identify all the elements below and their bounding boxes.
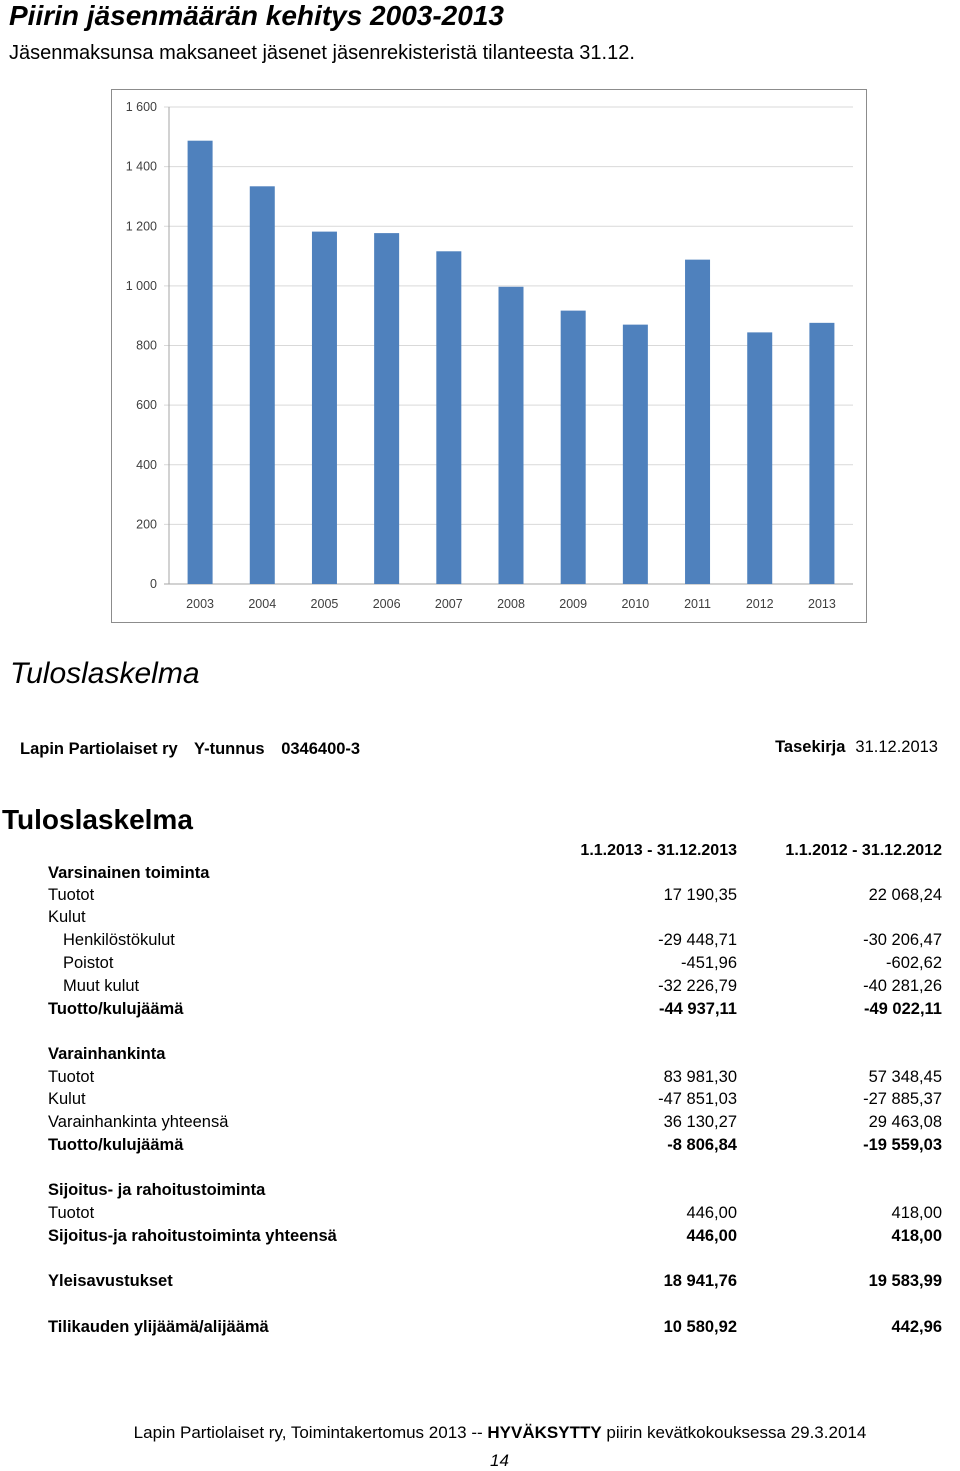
row-label: Yleisavustukset xyxy=(48,1272,173,1290)
value-2012: -30 206,47 xyxy=(863,931,942,949)
value-2012: 19 583,99 xyxy=(868,1272,942,1290)
table-row xyxy=(0,1090,960,1112)
table-row xyxy=(0,1045,960,1067)
value-2013: 36 130,27 xyxy=(663,1113,737,1131)
row-label: Sijoitus- ja rahoitustoiminta xyxy=(48,1181,266,1199)
bar-2007 xyxy=(436,251,461,584)
bar-2005 xyxy=(312,232,337,584)
statement-header-right xyxy=(775,738,938,757)
x-tick-label: 2009 xyxy=(559,597,588,611)
x-tick-label: 2007 xyxy=(434,597,463,611)
table-row xyxy=(0,1181,960,1203)
value-2012: -27 885,37 xyxy=(863,1090,942,1108)
bar-2004 xyxy=(250,186,275,584)
book-date: 31.12.2013 xyxy=(855,738,938,756)
page-number: 14 xyxy=(490,1451,509,1470)
footer-status: HYVÄKSYTTY xyxy=(487,1423,602,1442)
table-row xyxy=(0,1272,960,1294)
bar-2010 xyxy=(623,325,648,584)
value-2012: -19 559,03 xyxy=(863,1136,942,1154)
y-tick-label: 200 xyxy=(136,517,157,532)
page-subtitle: Jäsenmaksunsa maksaneet jäsenet jäsenrekisteristä tilanteesta 31.12. xyxy=(9,42,635,64)
table-row xyxy=(0,931,960,953)
value-2012: 442,96 xyxy=(891,1318,942,1336)
table-row xyxy=(0,1204,960,1226)
bar-2013 xyxy=(809,323,834,584)
row-label: Tuotot xyxy=(48,1068,95,1086)
x-tick-label: 2010 xyxy=(621,597,650,611)
x-tick-label: 2011 xyxy=(684,597,711,611)
ytunnus-label: Y-tunnus xyxy=(194,740,265,758)
row-label: Muut kulut xyxy=(63,977,140,995)
value-2013: 18 941,76 xyxy=(663,1272,737,1290)
y-tick-label: 1 200 xyxy=(125,219,157,234)
value-2012: -40 281,26 xyxy=(863,977,942,995)
x-tick-label: 2008 xyxy=(497,597,525,611)
section-title: Tuloslaskelma xyxy=(10,657,200,690)
ytunnus-value: 0346400-3 xyxy=(281,740,361,758)
bar-2012 xyxy=(747,332,772,584)
page-footer xyxy=(0,1423,960,1443)
membership-bar-chart xyxy=(112,90,868,624)
table-row xyxy=(0,1136,960,1158)
value-2012: 29 463,08 xyxy=(868,1113,942,1131)
table-row xyxy=(0,1068,960,1090)
value-2012: -49 022,11 xyxy=(864,1000,942,1018)
period-header-2012: 1.1.2012 - 31.12.2012 xyxy=(785,842,942,859)
row-label: Tuotot xyxy=(48,886,95,904)
value-2013: -451,96 xyxy=(681,954,737,972)
value-2013: 83 981,30 xyxy=(663,1068,737,1086)
y-tick-label: 0 xyxy=(150,577,157,591)
value-2012: -602,62 xyxy=(886,954,942,972)
x-tick-label: 2012 xyxy=(745,597,774,611)
x-tick-label: 2005 xyxy=(310,597,339,611)
table-row xyxy=(0,886,960,908)
value-2013: 446,00 xyxy=(686,1227,737,1245)
table-row xyxy=(0,1227,960,1249)
row-label: Tuotot xyxy=(48,1204,95,1222)
value-2013: 446,00 xyxy=(686,1204,737,1222)
row-label: Sijoitus-ja rahoitustoiminta yhteensä xyxy=(48,1227,337,1245)
row-label: Henkilöstökulut xyxy=(63,931,175,949)
value-2012: 57 348,45 xyxy=(868,1068,942,1086)
value-2012: 418,00 xyxy=(891,1227,942,1245)
value-2013: -32 226,79 xyxy=(658,977,737,995)
row-label: Varsinainen toiminta xyxy=(48,864,210,882)
x-tick-label: 2006 xyxy=(372,597,401,611)
row-label: Varainhankinta xyxy=(48,1045,166,1063)
row-label: Tuotto/kulujäämä xyxy=(48,1000,184,1018)
value-2013: 17 190,35 xyxy=(663,886,737,904)
book-label: Tasekirja xyxy=(775,738,846,756)
org-name: Lapin Partiolaiset ry xyxy=(20,740,178,758)
x-tick-label: 2003 xyxy=(186,597,214,611)
value-2013: -29 448,71 xyxy=(658,931,737,949)
row-label: Varainhankinta yhteensä xyxy=(48,1113,229,1131)
y-tick-label: 1 000 xyxy=(125,278,157,293)
table-row xyxy=(0,977,960,999)
row-label: Tuotto/kulujäämä xyxy=(48,1136,184,1154)
y-tick-label: 800 xyxy=(136,338,157,353)
value-2013: -8 806,84 xyxy=(667,1136,737,1154)
footer-text-after: piirin kevätkokouksessa 29.3.2014 xyxy=(606,1423,867,1442)
value-2013: -44 937,11 xyxy=(659,1000,737,1018)
bar-2006 xyxy=(374,233,399,584)
bar-2003 xyxy=(188,141,213,584)
table-row xyxy=(0,1318,960,1340)
period-header-2013: 1.1.2013 - 31.12.2013 xyxy=(580,842,737,859)
x-tick-label: 2013 xyxy=(808,597,836,611)
value-2012: 418,00 xyxy=(891,1204,942,1222)
table-row xyxy=(0,908,960,930)
x-tick-label: 2004 xyxy=(248,597,277,611)
y-tick-label: 1 400 xyxy=(125,159,157,174)
statement-title: Tuloslaskelma xyxy=(2,804,193,835)
row-label: Kulut xyxy=(48,1090,86,1108)
page-title: Piirin jäsenmäärän kehitys 2003-2013 xyxy=(9,0,504,31)
statement-header-left xyxy=(20,740,372,759)
footer-text-before: Lapin Partiolaiset ry, Toimintakertomus 2013 -- xyxy=(133,1423,483,1442)
bar-2009 xyxy=(561,311,586,584)
y-tick-label: 600 xyxy=(136,398,157,413)
value-2013: -47 851,03 xyxy=(658,1090,737,1108)
row-label: Kulut xyxy=(48,908,86,926)
bar-2011 xyxy=(685,260,710,584)
table-row xyxy=(0,954,960,976)
table-row xyxy=(0,1113,960,1135)
value-2013: 10 580,92 xyxy=(663,1318,737,1336)
table-row xyxy=(0,864,960,886)
row-label: Poistot xyxy=(63,954,114,972)
bar-2008 xyxy=(499,287,524,584)
membership-chart xyxy=(111,89,867,623)
value-2012: 22 068,24 xyxy=(868,886,942,904)
y-tick-label: 1 600 xyxy=(125,100,157,114)
table-row xyxy=(0,1000,960,1022)
row-label: Tilikauden ylijäämä/alijäämä xyxy=(48,1318,269,1336)
y-tick-label: 400 xyxy=(136,457,157,472)
